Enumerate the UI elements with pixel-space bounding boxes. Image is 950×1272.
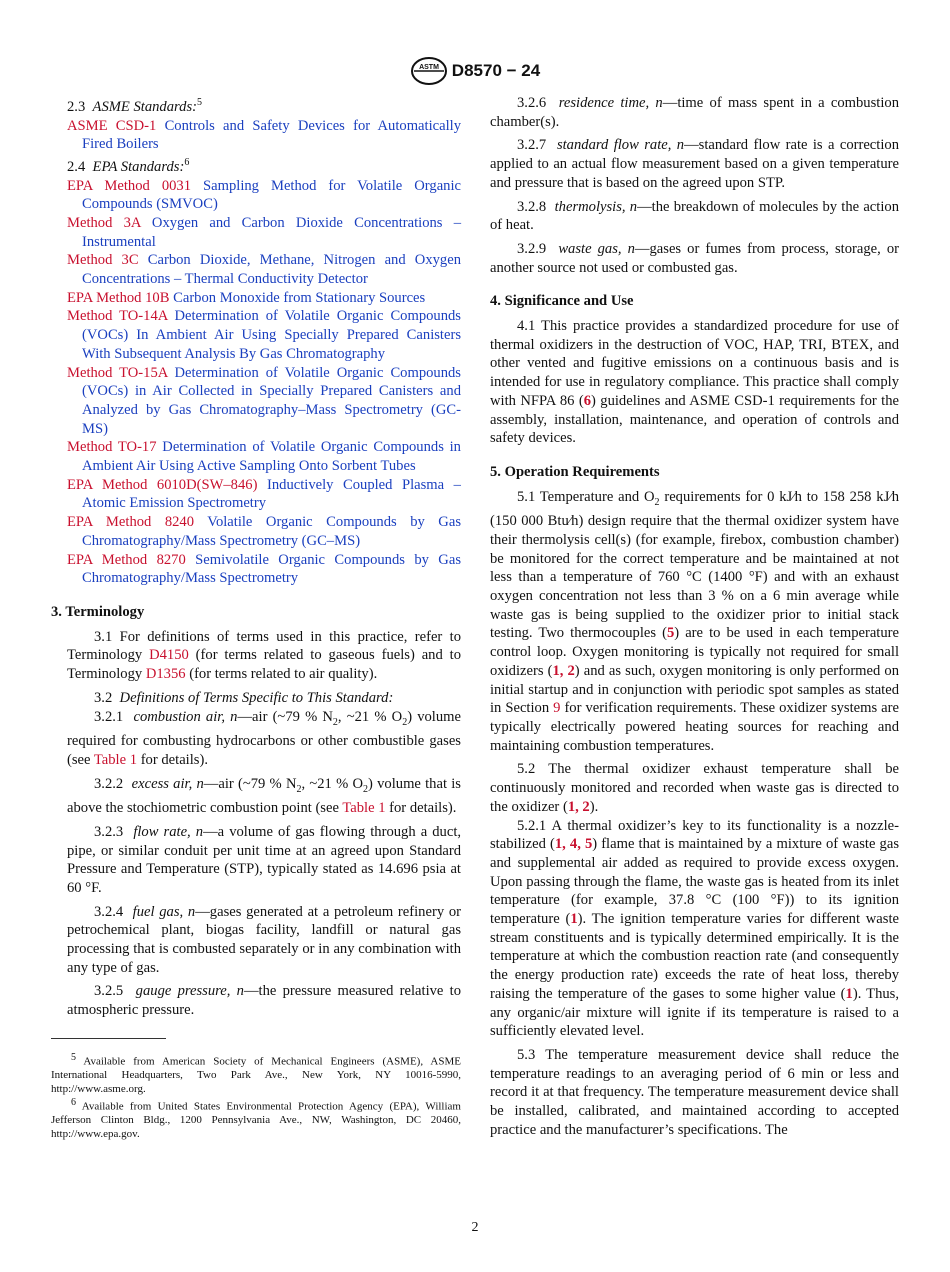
section-3-2-8: 3.2.8 thermolysis, n—the breakdown of molecules by the action of heat. bbox=[490, 198, 899, 234]
section-3-2-5: 3.2.5 gauge pressure, n—the pressure measured relative to atmospheric pressure. bbox=[67, 983, 461, 1019]
section-3-2-2: 3.2.2 excess air, n—air (~79 % $N_2$, ~21 % $O_2$) volume that is above the stochiometric combustion point (see Table 1 for details). bbox=[67, 775, 461, 817]
section-5-heading: 5. Operation Requirements bbox=[490, 463, 660, 480]
left-column bbox=[51, 94, 462, 1141]
section-2-4: 2.4 EPA Standards:$^6$ bbox=[67, 156, 190, 175]
ref-code-link[interactable]: EPA Method 0031 bbox=[67, 177, 192, 194]
ref-title-link[interactable]: Carbon Monoxide from Stationary Sources bbox=[173, 289, 426, 306]
ref-title-link[interactable]: Semivolatile Organic Compounds by Gas Chromatography/Mass Spectrometry bbox=[82, 551, 462, 587]
ref-code-link[interactable]: Method TO-15A bbox=[67, 364, 168, 381]
section-4-heading: 4. Significance and Use bbox=[490, 293, 634, 310]
epa-reference-item bbox=[67, 438, 461, 475]
right-column bbox=[490, 94, 899, 1144]
section-3-1: 3.1 For definitions of terms used in this practice, refer to Terminology D4150 (for terms related to gaseous fuels) and to Terminology D1356 (for terms related to air quality). bbox=[67, 628, 461, 683]
section-3-2-4: 3.2.4 fuel gas, n—gases generated at a petroleum refinery or petrochemical plant, biogas facility, landfill or natural gas processing that is combusted separately or in any combination with any type of gas. bbox=[67, 903, 461, 976]
citation-link[interactable]: 6 bbox=[583, 392, 592, 409]
page-header bbox=[0, 56, 950, 86]
ref-code-link[interactable]: EPA Method 8240 bbox=[67, 514, 195, 531]
astm-logo-icon bbox=[410, 56, 448, 86]
section-3-2: 3.2 Definitions of Terms Specific to This Standard: bbox=[94, 689, 394, 706]
ref-asme-csd1 bbox=[67, 117, 461, 154]
ref-title-link[interactable]: Inductively Coupled Plasma – Atomic Emission Spectrometry bbox=[82, 476, 461, 512]
epa-reference-item bbox=[67, 289, 461, 308]
document-id: D8570 − 24 bbox=[451, 61, 541, 80]
link-d1356[interactable]: D1356 bbox=[145, 666, 186, 683]
epa-reference-item bbox=[67, 513, 461, 550]
link-table-1[interactable]: Table 1 bbox=[93, 751, 138, 768]
epa-reference-item bbox=[67, 214, 461, 251]
section-2-3: 2.3 ASME Standards:$^5$ bbox=[67, 97, 202, 115]
epa-reference-item bbox=[67, 177, 461, 214]
ref-code-link[interactable]: Method TO-14A bbox=[67, 308, 168, 325]
page-number: 2 bbox=[471, 1220, 479, 1235]
epa-reference-list bbox=[67, 177, 461, 588]
footnote-5: $^5$ Available from American Society of Mechanical Engineers (ASME), ASME International Headquarters, Two Park Ave., New York, NY 10016-5990, http://www.asme.org. bbox=[51, 1051, 461, 1095]
svg-text:ASTM: ASTM bbox=[418, 64, 439, 71]
ref-code-link[interactable]: EPA Method 8270 bbox=[67, 551, 186, 568]
ref-title-link[interactable]: Determination of Volatile Organic Compounds (VOCs) In Ambient Air Using Specially Prepared Canisters With Subsequent Analysis By Gas Chromatography bbox=[82, 308, 461, 362]
citation-link[interactable]: 1, 2 bbox=[552, 662, 575, 679]
section-3-2-1: 3.2.1 combustion air, n—air (~79 % $N_2$, ~21 % $O_2$) volume required for combusting hydrocarbons or other combustible gases (see Table 1 for details). bbox=[67, 708, 461, 768]
ref-code-link[interactable]: Method 3A bbox=[67, 214, 141, 231]
ref-code-link[interactable]: Method TO-17 bbox=[67, 439, 157, 456]
ref-title-link[interactable]: Carbon Dioxide, Methane, Nitrogen and Oxygen Concentrations – Thermal Conductivity Detector bbox=[82, 252, 461, 288]
section-3-2-7: 3.2.7 standard flow rate, n—standard flow rate is a correction applied to an actual flow measurement based on a given temperature and pressure that is based on the agreed upon STP. bbox=[490, 137, 899, 191]
ref-code-link[interactable]: Method 3C bbox=[67, 252, 139, 269]
ref-code-link[interactable]: EPA Method 6010D(SW–846) bbox=[67, 476, 258, 493]
section-5-3: 5.3 The temperature measurement device shall reduce the temperature readings to an averaging period of 6 min or less and record it at that frequency. The temperature measurement device shall be installed, calibrated, and maintained according to accepted practice and the manufacturer’s specifications. The bbox=[490, 1046, 899, 1138]
epa-reference-item bbox=[67, 364, 461, 439]
epa-reference-item bbox=[67, 251, 461, 288]
epa-reference-item bbox=[67, 307, 461, 363]
ref-title-link[interactable]: Sampling Method for Volatile Organic Compounds (SMVOC) bbox=[82, 177, 461, 213]
citation-link[interactable]: 5 bbox=[666, 625, 675, 642]
link-d4150[interactable]: D4150 bbox=[149, 647, 189, 664]
ref-title-link[interactable]: Determination of Volatile Organic Compounds (VOCs) in Air Collected in Specially Prepared Canisters and Analyzed by Gas Chromatography–Mass Spectrometry (GC-MS) bbox=[82, 364, 461, 437]
epa-reference-item bbox=[67, 476, 461, 513]
citation-link[interactable]: 1, 4, 5 bbox=[554, 836, 593, 853]
ref-title-link[interactable]: Controls and Safety Devices for Automatically Fired Boilers bbox=[82, 117, 461, 153]
section-5-2: 5.2 The thermal oxidizer exhaust temperature shall be continuously monitored and recorded when waste gas is directed to the oxidizer (1, 2). bbox=[490, 761, 899, 815]
section-3-heading: 3. Terminology bbox=[51, 604, 145, 620]
epa-reference-item bbox=[67, 551, 461, 588]
link-section-9[interactable]: 9 bbox=[553, 700, 561, 717]
footnote-6: $^6$ Available from United States Environmental Protection Agency (EPA), William Jefferson Clinton Bldg., 1200 Pennsylvania Ave., NW, Washington, DC 20460, http://www.epa.gov. bbox=[51, 1097, 461, 1140]
ref-code-link[interactable]: EPA Method 10B bbox=[67, 289, 170, 306]
ref-code-link[interactable]: ASME CSD-1 bbox=[67, 117, 157, 134]
citation-link[interactable]: 1 bbox=[570, 911, 578, 928]
section-3-2-6: 3.2.6 residence time, n—time of mass spent in a combustion chamber(s). bbox=[490, 95, 899, 130]
section-5-2-1: 5.2.1 A thermal oxidizer’s key to its functionality is a nozzle-stabilized (1, 4, 5) flame that is maintained by a mixture of waste gas and supplemental air added as required to provide excess oxygen. Upon passing through the flame, the waste gas is heated from its inlet temperature (for example, 37.8 °C (100 °F)) to its ignition temperature (1). The ignition temperature varies for different waste stream constituents and is typically determined empirically. It is the temperature at which the combustion reaction rate (and consequently the energy production rate) exceeds the rate of heat loss, thereby raising the temperature of the gases to some higher value (1). Thus, any organic/air mixture will ignite if its temperature is raised to a sufficiently elevated level. bbox=[490, 817, 900, 1040]
section-3-2-3: 3.2.3 flow rate, n—a volume of gas flowing through a duct, pipe, or similar conduit per unit time at an agreed upon Standard Pressure and Temperature (STP), typically stated as 14.696 psia at 60 °F. bbox=[67, 823, 462, 896]
section-4-1: 4.1 This practice provides a standardized procedure for use of thermal oxidizers in the destruction of VOC, HAP, TRI, BTEX, and other vented and fugitive emissions on a continuous basis and is intended for use in regulatory compliance. This practice shall comply with NFPA 86 (6) guidelines and ASME CSD-1 requirements for the assembly, installation, maintenance, and operation of controls and safety devices. bbox=[490, 318, 899, 447]
ref-title-link[interactable]: Volatile Organic Compounds by Gas Chromatography/Mass Spectrometry (GC–MS) bbox=[82, 514, 462, 549]
citation-link[interactable]: 1 bbox=[845, 985, 853, 1002]
section-5-1: 5.1 Temperature and $O_2$ requirements for 0 kJ⁄h to 158 258 kJ⁄h (150 000 Btu⁄h) design require that the thermal oxidizer system have their thermolysis cell(s) (for example, firebox, combustion chamber) be monitored for the correct temperature and be maintained at not less than a temperature of 760 °C (1400 °F) and with an exhaust oxygen concentration not less than 3 % on a 6 min average while waste gas is being supplied to the oxidizer prior to initial stack testing. Two thermocouples (5) are to be used in each temperature control loop. Oxygen monitoring is typically not required for small oxidizers (1, 2) and as such, oxygen monitoring is only performed on initial startup and in conjunction with periodic spot samples as stated in Section 9 for verification requirements. These oxidizer systems are typically electrically powered heating sources for reaching and maintaining combustion temperatures. bbox=[490, 488, 899, 754]
section-3-2-9: 3.2.9 waste gas, n—gases or fumes from process, storage, or another source not used or combusted gas. bbox=[490, 240, 899, 276]
citation-link[interactable]: 1, 2 bbox=[567, 798, 590, 815]
footnote-divider bbox=[51, 1038, 166, 1039]
link-table-1[interactable]: Table 1 bbox=[342, 800, 386, 817]
ref-title-link[interactable]: Oxygen and Carbon Dioxide Concentrations – Instrumental bbox=[82, 214, 462, 250]
ref-title-link[interactable]: Determination of Volatile Organic Compounds in Ambient Air Using Active Sampling Onto Sorbent Tubes bbox=[82, 439, 461, 475]
